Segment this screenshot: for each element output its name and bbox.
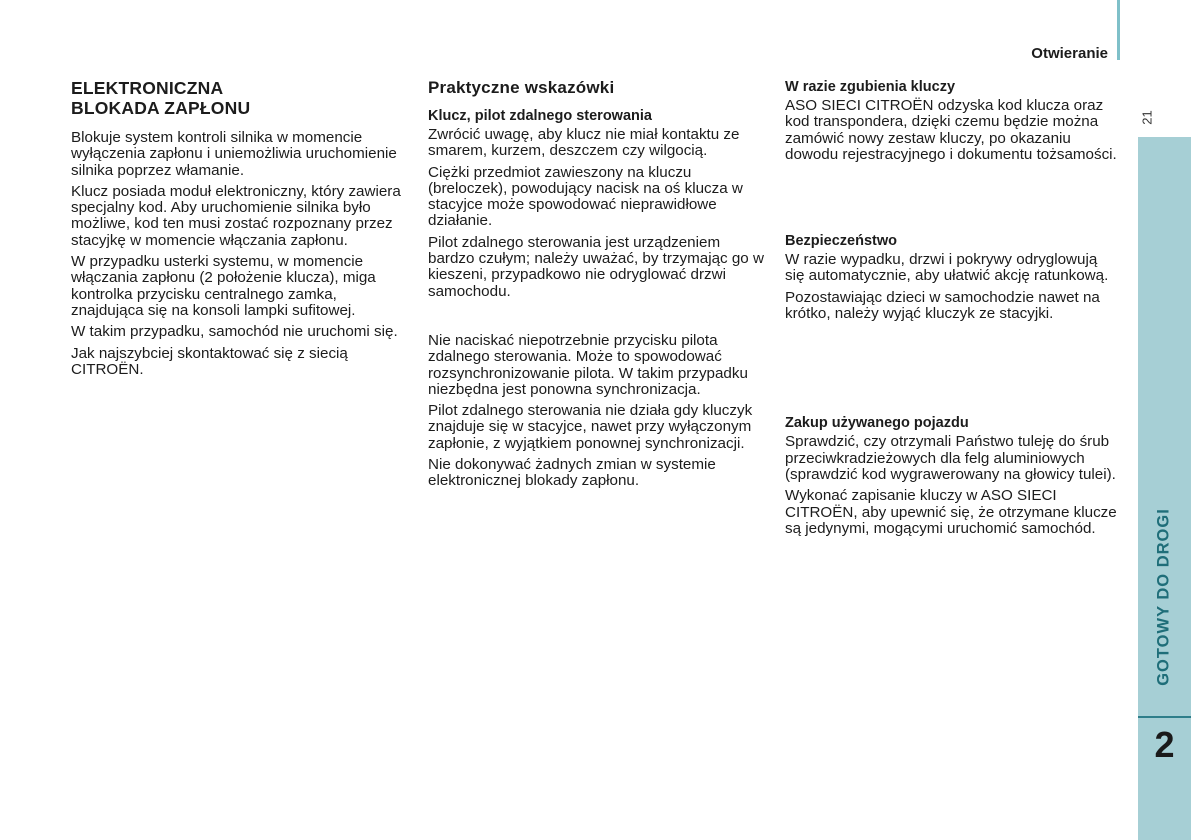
page-number (1136, 110, 1156, 132)
used-vehicle-heading: Zakup używanego pojazdu (785, 415, 969, 432)
paragraph: Zwrócić uwagę, aby klucz nie miał kontaktu ze smarem, kurzem, deszczem czy wilgocią. (428, 126, 740, 160)
paragraph: Pilot zdalnego sterowania jest urządzeniem bardzo czułym; należy uważać, by trzymając go w kieszeni, przypadkowo nie odryglować drzwi samochodu. (428, 233, 764, 300)
paragraph: W razie wypadku, drzwi i pokrywy odryglowują się automatycznie, aby ułatwić akcję ratunkową. (785, 251, 1109, 285)
paragraph: Nie dokonywać żadnych zmian w systemie elektronicznej blokady zapłonu. (428, 456, 716, 490)
paragraph: Klucz posiada moduł elektroniczny, który zawiera specjalny kod. Aby uruchomienie silnika było możliwe, kod ten musi zostać rozpoznany przez stacyjkę w momencie włączania zapłonu. (71, 182, 401, 249)
column-practical-tips (428, 78, 768, 495)
paragraph: Blokuje system kontroli silnika w momencie wyłączenia zapłonu i uniemożliwia uruchomienie silnika poprzez włamanie. (71, 129, 397, 179)
chapter-title-text: GOTOWY DO DROGI (1154, 508, 1173, 686)
lost-keys-heading: W razie zgubienia kluczy (785, 79, 956, 95)
paragraph: Nie naciskać niepotrzebnie przycisku pilota zdalnego sterowania. Może to spowodować rozsynchronizowanie pilota. W takim przypadku niezbędna jest ponowna synchronizacja. (428, 331, 748, 398)
section-title: Otwieranie (1031, 45, 1108, 62)
paragraph: W przypadku usterki systemu, w momencie włączania zapłonu (2 położenie klucza), miga kontrolka przycisku centralnego zamka, znajdująca się na konsoli lampki sufitowej. (71, 253, 376, 319)
paragraph: Pilot zdalnego sterowania nie działa gdy kluczyk znajduje się w stacyjce, nawet przy wyłączonym zapłonie, z wyjątkiem ponownej synchronizacji. (428, 402, 753, 452)
paragraph: W takim przypadku, samochód nie uruchomi się. (71, 323, 398, 341)
tips-heading: Praktyczne wskazówki (428, 78, 615, 97)
paragraph: Ciężki przedmiot zawieszony na kluczu (breloczek), powodujący nacisk na oś klucza w stacyjce może spowodować nieprawidłowe działanie. (428, 163, 743, 230)
column-immobiliser (71, 78, 401, 383)
immobiliser-heading (71, 78, 401, 118)
header-accent-rule (1117, 0, 1120, 60)
paragraph: Wykonać zapisanie kluczy w ASO SIECI CITROËN, aby upewnić się, że otrzymane klucze są jedynymi, mogącymi uruchomić samochód. (785, 487, 1117, 537)
column-info (785, 78, 1120, 542)
paragraph: Pozostawiając dzieci w samochodzie nawet na krótko, należy wyjąć kluczyk ze stacyjki. (785, 288, 1100, 323)
immobiliser-heading-line2: BLOKADA ZAPŁONU (71, 98, 251, 118)
paragraph: ASO SIECI CITROËN odzyska kod klucza oraz kod transpondera, dzięki czemu będzie można zamówić nowy zestaw kluczy, po okazaniu dowodu rejestracyjnego i dokumentu tożsamości. (785, 97, 1117, 163)
chapter-tab-rule (1138, 716, 1191, 718)
page-number-text: 21 (1139, 110, 1155, 125)
paragraph: Jak najszybciej skontaktować się z siecią CITROËN. (71, 344, 348, 378)
safety-heading: Bezpieczeństwo (785, 233, 897, 250)
paragraph: Sprawdzić, czy otrzymali Państwo tuleję do śrub przeciwkradzieżowych dla felg aluminiowych (sprawdzić kod wygrawerowany na głowicy tulei). (785, 433, 1116, 483)
key-remote-subheading: Klucz, pilot zdalnego sterowania (428, 108, 652, 124)
immobiliser-heading-line1: ELEKTRONICZNA (71, 78, 224, 98)
chapter-number: 2 (1154, 724, 1175, 765)
